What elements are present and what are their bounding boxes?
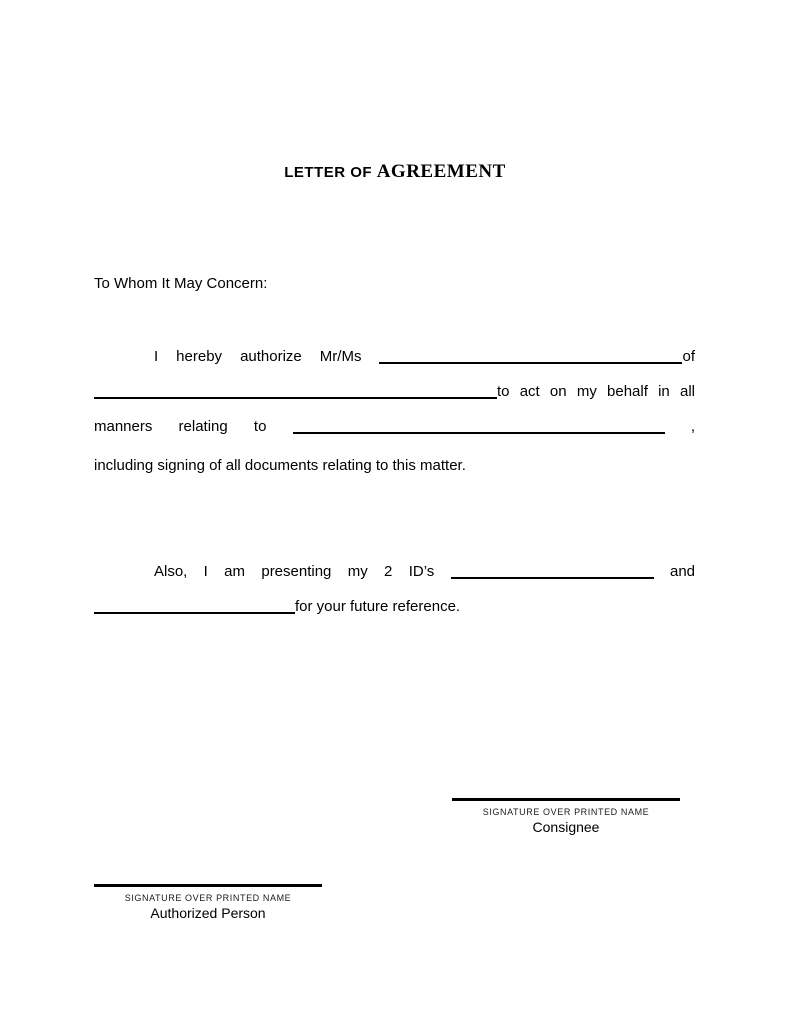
para1-line3-text: manners relating to <box>94 418 267 435</box>
blank-id-2 <box>94 599 295 614</box>
signature-caption-consignee: SIGNATURE OVER PRINTED NAME <box>482 807 650 817</box>
title-part-2: AGREEMENT <box>376 161 506 182</box>
blank-authorized-address <box>94 384 497 399</box>
title-part-1: LETTER OF <box>284 164 373 181</box>
para1-line4 <box>94 448 695 483</box>
para1-line1-text: I hereby authorize Mr/Ms <box>154 348 362 365</box>
para1-line2 <box>94 374 695 409</box>
signature-caption-authorized-person: SIGNATURE OVER PRINTED NAME <box>124 893 292 903</box>
para2-line1-end: and <box>669 563 696 580</box>
para2-line1 <box>94 554 695 589</box>
para2-line1-text: Also, I am presenting my 2 ID’s <box>154 563 435 580</box>
paragraph-authorization <box>94 339 695 483</box>
para1-line2-end: to act on my behalf in all <box>497 383 695 400</box>
signature-line-consignee <box>452 798 680 801</box>
para1-line1-end: of <box>682 348 695 365</box>
para2-line2 <box>94 589 695 624</box>
signature-block-consignee <box>452 798 680 835</box>
signature-role-consignee: Consignee <box>532 819 600 835</box>
blank-id-1 <box>451 564 654 579</box>
para2-line2-end: for your future reference. <box>295 598 461 615</box>
signature-role-authorized-person: Authorized Person <box>150 905 266 921</box>
para1-line3-end: , <box>690 418 695 435</box>
blank-authorized-name <box>379 349 682 364</box>
para1-line1 <box>94 339 695 374</box>
signature-block-authorized-person <box>94 884 322 921</box>
blank-matter <box>293 419 665 434</box>
document-title <box>0 161 790 183</box>
paragraph-ids <box>94 554 695 624</box>
para1-line3 <box>94 409 695 444</box>
para1-line4-text: including signing of all documents relating to this matter. <box>94 457 466 474</box>
salutation: To Whom It May Concern: <box>94 275 268 292</box>
signature-line-authorized-person <box>94 884 322 887</box>
